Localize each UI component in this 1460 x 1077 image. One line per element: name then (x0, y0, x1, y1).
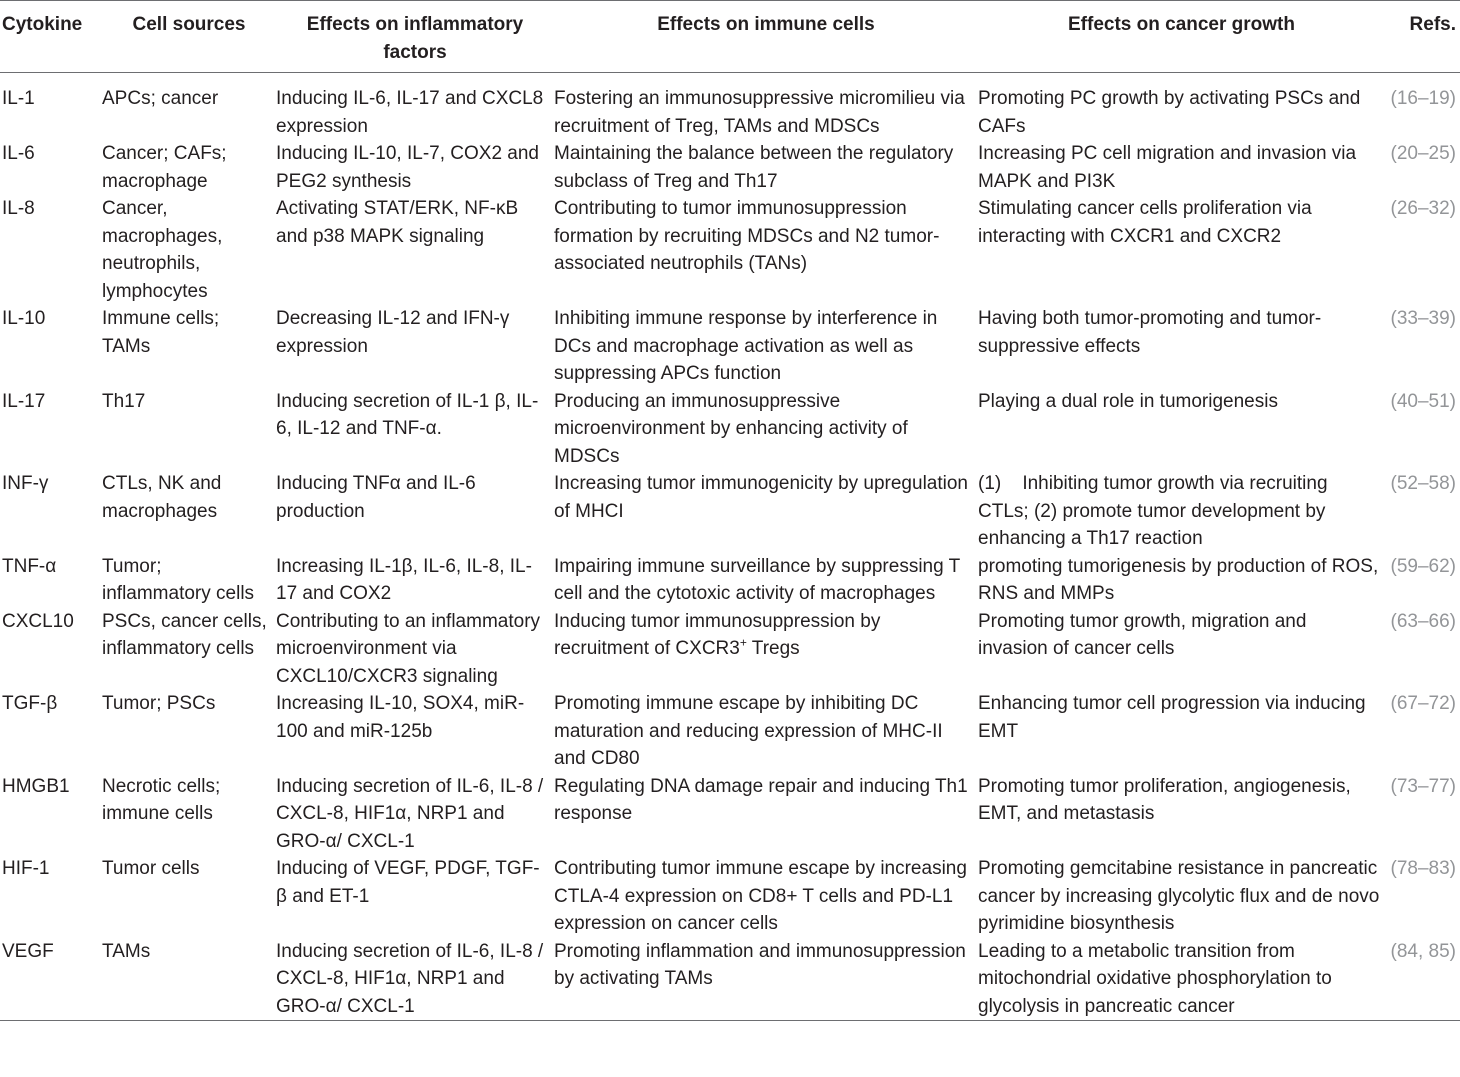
refs-link[interactable]: (59–62) (1390, 555, 1456, 577)
cytokine-cell: IL-1 (2, 88, 35, 109)
cytokine-cell: VEGF (0, 938, 102, 1021)
inflammatory-cell: Inducing TNFα and IL-6 production (276, 473, 476, 522)
immune-cell: Promoting immune escape by inhibiting DC maturation and reducing expression of MHC-II and CD80 (554, 693, 943, 769)
sources-cell: Tumor cells (102, 858, 200, 879)
immune-cell: Increasing tumor immunogenicity by upregulation of MHCI (554, 473, 968, 522)
cancer-cell: Enhancing tumor cell progression via inducing EMT (978, 693, 1366, 742)
table-row (0, 388, 1460, 471)
header-refs: Refs. (1385, 1, 1460, 73)
sources-cell: Cancer, macrophages, neutrophils, lymphocytes (102, 198, 223, 302)
header-cancer: Effects on cancer growth (978, 1, 1385, 73)
inflammatory-cell: Increasing IL-1β, IL-6, IL-8, IL-17 and COX2 (276, 555, 532, 604)
sources-cell: Th17 (102, 390, 146, 412)
cancer-cell: Promoting gemcitabine resistance in pancreatic cancer by increasing glycolytic flux and de novo pyrimidine biosynthesis (978, 858, 1380, 934)
immune-cell: Regulating DNA damage repair and inducing Th1 response (554, 775, 968, 824)
immune-text-tail: Tregs (746, 638, 800, 659)
immune-cell: Producing an immunosuppressive microenvironment by enhancing activity of MDSCs (554, 390, 908, 467)
table-row (0, 938, 1460, 1021)
inflammatory-cell: Inducing secretion of IL-1 β, IL-6, IL-12 and TNF-α. (276, 390, 539, 439)
inflammatory-cell: Activating STAT/ERK, NF-κB and p38 MAPK signaling (276, 198, 519, 247)
table-row (0, 553, 1460, 608)
cancer-cell: Leading to a metabolic transition from mitochondrial oxidative phosphorylation to glycolysis in pancreatic cancer (978, 938, 1385, 1021)
immune-cell: Inhibiting immune response by interference in DCs and macrophage activation as well as suppressing APCs function (554, 308, 938, 384)
header-immune: Effects on immune cells (554, 1, 978, 73)
immune-cell: Impairing immune surveillance by suppressing T cell and the cytotoxic activity of macrophages (554, 555, 960, 604)
cytokine-cell: IL-6 (2, 143, 35, 164)
cancer-cell: Promoting tumor proliferation, angiogenesis, EMT, and metastasis (978, 775, 1351, 824)
refs-link[interactable]: (84, 85) (1385, 938, 1460, 1021)
immune-text: Inducing tumor immunosuppression by recruitment of CXCR3 (554, 610, 881, 659)
immune-cell: Maintaining the balance between the regulatory subclass of Treg and Th17 (554, 143, 954, 192)
refs-link[interactable]: (33–39) (1390, 308, 1456, 329)
header-inflammatory: Effects on inflammatory factors (276, 1, 554, 73)
table-row (0, 470, 1460, 553)
cancer-cell: (1) Inhibiting tumor growth via recruiting CTLs; (2) promote tumor development by enhancing a Th17 reaction (978, 473, 1333, 549)
sources-cell: Necrotic cells; immune cells (102, 775, 221, 824)
cancer-cell: Increasing PC cell migration and invasion via MAPK and PI3K (978, 143, 1357, 192)
table-row (0, 608, 1460, 691)
cytokine-cell: IL-17 (2, 390, 46, 412)
immune-cell: Contributing to tumor immunosuppression formation by recruiting MDSCs and N2 tumor-associated neutrophils (TANs) (554, 198, 940, 274)
header-row (0, 1, 1460, 73)
refs-link[interactable]: (52–58) (1390, 473, 1456, 494)
sources-cell: CTLs, NK and macrophages (102, 473, 222, 522)
refs-link[interactable]: (16–19) (1390, 88, 1456, 109)
cancer-cell: Promoting PC growth by activating PSCs and CAFs (978, 88, 1361, 137)
cytokine-cell: INF-γ (2, 473, 49, 494)
inflammatory-cell: Inducing IL-6, IL-17 and CXCL8 expression (276, 88, 544, 137)
table-row (0, 690, 1460, 773)
inflammatory-cell: Inducing IL-10, IL-7, COX2 and PEG2 synthesis (276, 143, 539, 192)
inflammatory-cell: Inducing secretion of IL-6, IL-8 / CXCL-8, HIF1α, NRP1 and GRO-α/ CXCL-1 (276, 775, 544, 852)
cytokine-cell: TNF-α (2, 555, 57, 577)
refs-link[interactable]: (63–66) (1390, 610, 1456, 632)
sources-cell: Tumor; inflammatory cells (102, 555, 255, 604)
refs-link[interactable]: (40–51) (1390, 390, 1456, 412)
refs-link[interactable]: (73–77) (1390, 775, 1456, 797)
refs-link[interactable]: (67–72) (1390, 693, 1456, 714)
inflammatory-cell: Contributing to an inflammatory microenvironment via CXCL10/CXCR3 signaling (276, 610, 541, 687)
refs-link[interactable]: (78–83) (1390, 858, 1456, 879)
immune-cell: Fostering an immunosuppressive micromilieu via recruitment of Treg, TAMs and MDSCs (554, 88, 965, 137)
sources-cell: TAMs (102, 938, 276, 1021)
cancer-cell: Playing a dual role in tumorigenesis (978, 390, 1278, 412)
immune-cell (554, 608, 978, 691)
refs-link[interactable]: (20–25) (1390, 143, 1456, 164)
immune-cell: Promoting inflammation and immunosuppression by activating TAMs (554, 938, 978, 1021)
cytokine-cell: HIF-1 (2, 858, 50, 879)
cytokine-cell: IL-10 (2, 308, 46, 329)
sources-cell: Immune cells; TAMs (102, 308, 220, 357)
sources-cell: Cancer; CAFs; macrophage (102, 143, 227, 192)
cytokine-cell: IL-8 (2, 198, 35, 219)
sources-cell: PSCs, cancer cells, inflammatory cells (102, 610, 267, 659)
sources-cell: Tumor; PSCs (102, 693, 216, 714)
table-row (0, 855, 1460, 938)
superscript-plus: + (739, 635, 747, 650)
table-row (0, 773, 1460, 856)
table-row (0, 305, 1460, 388)
cancer-cell: Stimulating cancer cells proliferation via interacting with CXCR1 and CXCR2 (978, 198, 1312, 247)
cancer-cell: Promoting tumor growth, migration and invasion of cancer cells (978, 610, 1307, 659)
header-cell-sources: Cell sources (102, 1, 276, 73)
cytokine-cell: HMGB1 (2, 775, 70, 797)
table-row (0, 140, 1460, 195)
inflammatory-cell: Inducing of VEGF, PDGF, TGF-β and ET-1 (276, 858, 540, 907)
inflammatory-cell: Increasing IL-10, SOX4, miR-100 and miR-125b (276, 693, 525, 742)
table-row (0, 195, 1460, 305)
inflammatory-cell: Inducing secretion of IL-6, IL-8 / CXCL-8, HIF1α, NRP1 and GRO-α/ CXCL-1 (276, 938, 554, 1021)
refs-link[interactable]: (26–32) (1390, 198, 1456, 219)
cytokine-cell: TGF-β (2, 693, 58, 714)
immune-cell: Contributing tumor immune escape by increasing CTLA-4 expression on CD8+ T cells and PD-L1 expression on cancer cells (554, 858, 967, 934)
cytokine-cell: CXCL10 (2, 610, 74, 632)
cancer-cell: promoting tumorigenesis by production of ROS, RNS and MMPs (978, 555, 1379, 604)
header-cytokine: Cytokine (0, 1, 102, 73)
inflammatory-cell: Decreasing IL-12 and IFN-γ expression (276, 308, 510, 357)
table-row (0, 73, 1460, 141)
sources-cell: APCs; cancer (102, 88, 219, 109)
cancer-cell: Having both tumor-promoting and tumor-suppressive effects (978, 308, 1322, 357)
